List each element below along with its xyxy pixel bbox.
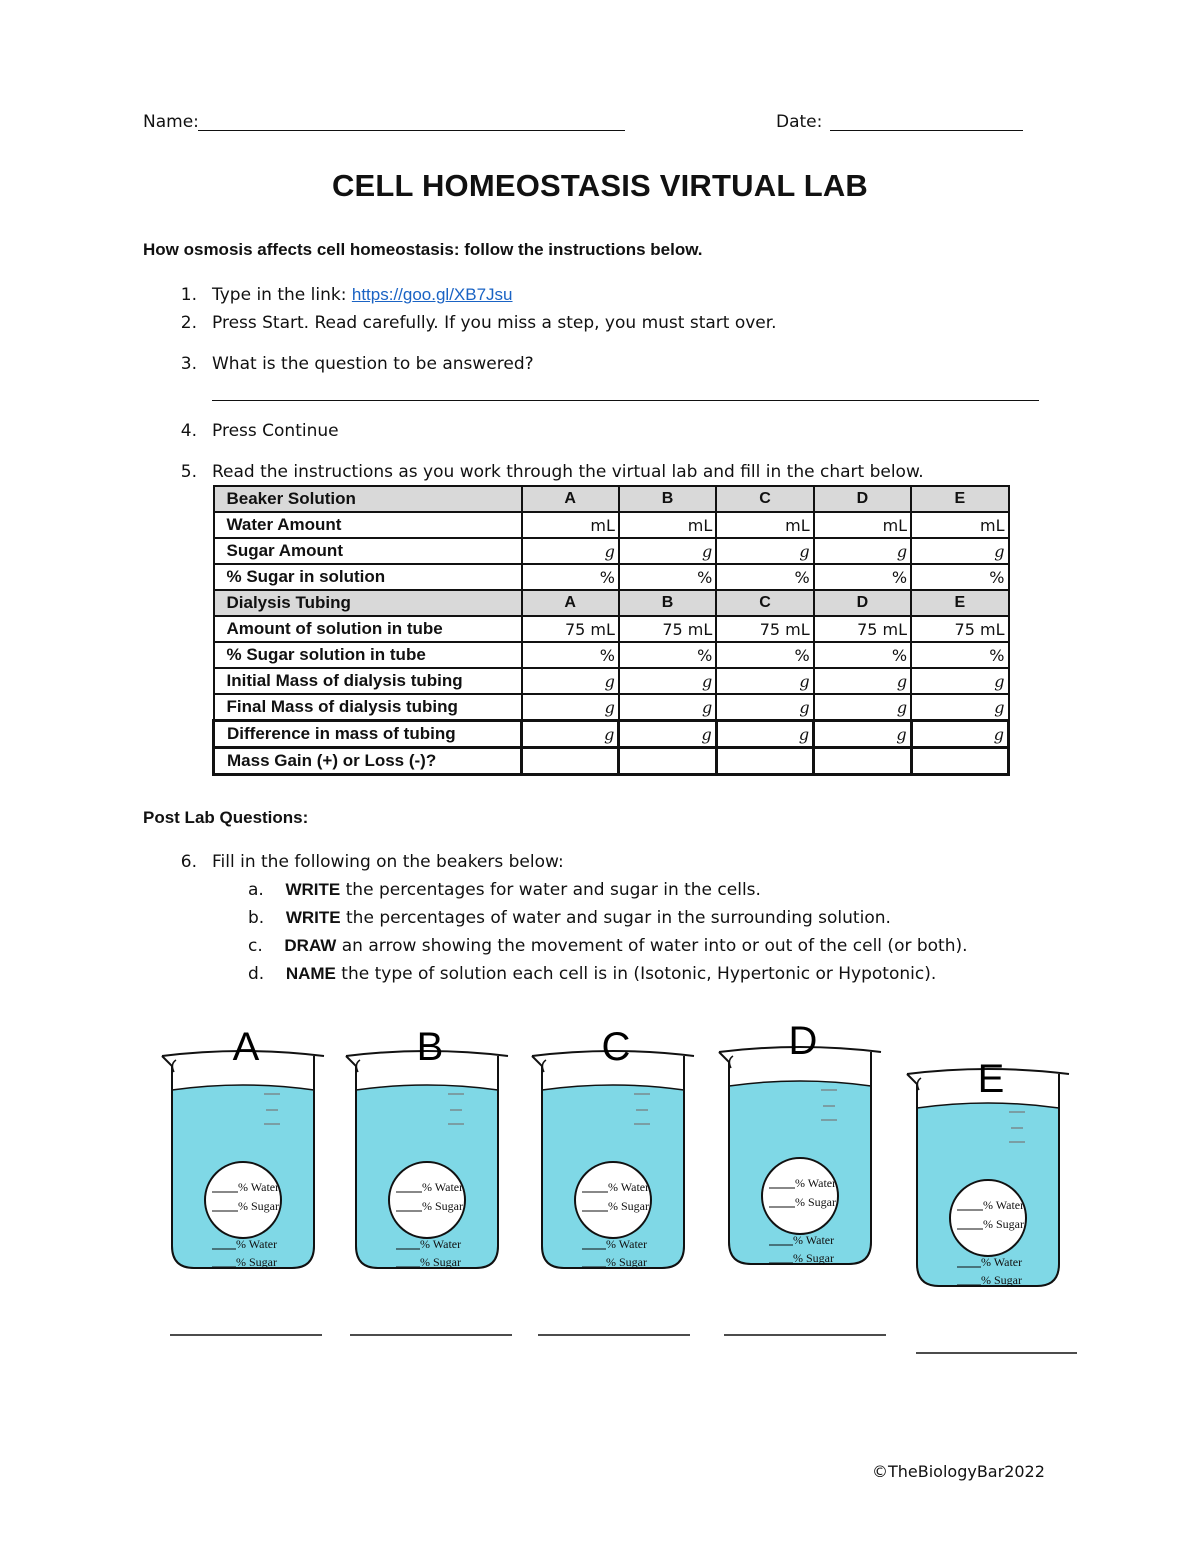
column-header: A [522, 590, 619, 616]
table-cell: 75 mL [716, 616, 813, 642]
step-text: What is the question to be answered? [212, 354, 534, 374]
row-label: Water Amount [214, 512, 522, 538]
table-cell[interactable]: mL [619, 512, 716, 538]
table-cell[interactable]: % [716, 564, 813, 590]
cell-percent-label: % Sugar [608, 1199, 649, 1213]
solution-percent-label: % Water [793, 1233, 835, 1247]
table-header-label: Beaker Solution [214, 486, 522, 512]
name-field[interactable] [143, 112, 199, 132]
table-cell[interactable]: mL [911, 512, 1008, 538]
date-field[interactable] [776, 112, 822, 132]
column-header: A [522, 486, 619, 512]
beaker-letter: A [232, 1025, 260, 1069]
solution-percent-label: % Water [420, 1237, 462, 1251]
row-label: % Sugar in solution [214, 564, 522, 590]
beaker-header-row [214, 486, 1009, 512]
beaker-letter: D [788, 1019, 818, 1063]
table-cell: 75 mL [814, 616, 911, 642]
table-cell[interactable]: mL [814, 512, 911, 538]
column-header: D [814, 590, 911, 616]
pct-sugar-row [214, 564, 1009, 590]
table-cell[interactable] [716, 748, 813, 775]
table-cell[interactable]: g [716, 538, 813, 564]
solution-percent-label: % Sugar [981, 1273, 1022, 1287]
row-label: Final Mass of dialysis tubing [214, 694, 522, 721]
cell-percent-label: % Water [795, 1176, 837, 1190]
beaker-letter: B [416, 1025, 444, 1069]
initial-mass-row [214, 668, 1009, 694]
cell-percent-label: % Water [983, 1198, 1025, 1212]
cell-percent-label: % Water [422, 1180, 464, 1194]
table-cell[interactable]: g [619, 668, 716, 694]
table-cell[interactable]: % [522, 642, 619, 668]
step-5 [0, 462, 1200, 482]
step-number: 5. [180, 462, 197, 482]
sub-item-b: b. WRITE the percentages of water and sugar in the surrounding solution. [248, 908, 891, 928]
beaker-e [907, 1057, 1069, 1287]
column-header: C [716, 590, 813, 616]
cell-percent-label: % Water [238, 1180, 280, 1194]
question-number: 6. [180, 852, 197, 872]
table-cell[interactable] [814, 748, 911, 775]
copyright: ©TheBiologyBar2022 [872, 1462, 1045, 1481]
table-cell[interactable]: g [814, 694, 911, 721]
question-answer-line[interactable] [212, 400, 1039, 401]
table-cell[interactable]: g [814, 668, 911, 694]
table-cell[interactable]: g [619, 721, 716, 748]
beakers-diagram [0, 1010, 1200, 1370]
step-text: Press Continue [212, 421, 339, 441]
beaker-letter: C [601, 1025, 631, 1069]
row-label: Sugar Amount [214, 538, 522, 564]
sub-item-c: c. DRAW an arrow showing the movement of water into or out of the cell (or both). [248, 936, 968, 956]
step-1 [0, 285, 1200, 305]
step-4 [0, 421, 1200, 441]
table-cell[interactable]: mL [522, 512, 619, 538]
table-cell[interactable]: % [619, 564, 716, 590]
table-cell[interactable]: % [619, 642, 716, 668]
sub-item-d: d. NAME the type of solution each cell is in (Isotonic, Hypertonic or Hypotonic). [248, 964, 937, 984]
table-cell[interactable]: g [911, 694, 1008, 721]
step-text: Read the instructions as you work through the virtual lab and fill in the chart below. [212, 462, 924, 482]
post-lab-heading: Post Lab Questions: [143, 808, 309, 827]
cell-percent-label: % Sugar [422, 1199, 463, 1213]
table-cell[interactable]: g [522, 668, 619, 694]
row-label: Initial Mass of dialysis tubing [214, 668, 522, 694]
table-cell[interactable]: g [716, 694, 813, 721]
amount-in-tube-row [214, 616, 1009, 642]
table-cell[interactable]: % [716, 642, 813, 668]
table-cell[interactable]: g [911, 538, 1008, 564]
lab-data-table [212, 485, 1010, 776]
sub-item-a: a. WRITE the percentages for water and sugar in the cells. [248, 880, 761, 900]
table-cell[interactable]: g [814, 721, 911, 748]
table-cell[interactable] [522, 748, 619, 775]
sugar-amount-row [214, 538, 1009, 564]
solution-percent-label: % Sugar [793, 1251, 834, 1265]
step-text: Type in the link: [212, 285, 352, 305]
column-header: E [911, 486, 1008, 512]
table-cell[interactable]: g [522, 694, 619, 721]
beaker-a [162, 1025, 324, 1269]
beaker-c [532, 1025, 694, 1269]
solution-percent-label: % Sugar [420, 1255, 461, 1269]
table-cell[interactable]: % [814, 642, 911, 668]
table-cell[interactable]: % [814, 564, 911, 590]
table-cell[interactable]: g [911, 668, 1008, 694]
beaker-glass [532, 1051, 694, 1268]
beaker-b [346, 1025, 508, 1269]
table-cell[interactable]: g [619, 538, 716, 564]
table-cell[interactable]: % [911, 642, 1008, 668]
step-number: 4. [180, 421, 197, 441]
step-number: 3. [180, 354, 197, 374]
column-header: B [619, 486, 716, 512]
pct-tube-row [214, 642, 1009, 668]
table-cell[interactable] [619, 748, 716, 775]
step-2 [0, 313, 1200, 333]
solution-percent-label: % Water [606, 1237, 648, 1251]
table-header-label: Dialysis Tubing [214, 590, 522, 616]
instructions-heading: How osmosis affects cell homeostasis: follow the instructions below. [143, 240, 703, 259]
step-3 [0, 354, 1200, 374]
column-header: D [814, 486, 911, 512]
table-cell[interactable]: % [911, 564, 1008, 590]
beaker-glass [162, 1051, 324, 1268]
cell-percent-label: % Sugar [795, 1195, 836, 1209]
table-cell[interactable]: g [522, 721, 619, 748]
tubing-header-row [214, 590, 1009, 616]
column-header: E [911, 590, 1008, 616]
table-cell[interactable]: g [716, 721, 813, 748]
final-mass-row [214, 694, 1009, 721]
cell-percent-label: % Water [608, 1180, 650, 1194]
column-header: C [716, 486, 813, 512]
gain-loss-row [214, 748, 1009, 775]
step-number: 2. [180, 313, 197, 333]
cell-percent-label: % Sugar [238, 1199, 279, 1213]
date-line[interactable] [830, 130, 1023, 131]
cell-percent-label: % Sugar [983, 1217, 1024, 1231]
row-label: Difference in mass of tubing [214, 721, 522, 748]
row-label: Amount of solution in tube [214, 616, 522, 642]
beaker-glass [907, 1069, 1069, 1286]
table-cell[interactable]: g [814, 538, 911, 564]
solution-percent-label: % Sugar [606, 1255, 647, 1269]
date-label: Date: [776, 112, 823, 132]
table-cell[interactable]: % [522, 564, 619, 590]
question-6 [0, 852, 1200, 872]
water-amount-row [214, 512, 1009, 538]
table-cell[interactable]: g [619, 694, 716, 721]
beaker-glass [346, 1051, 508, 1268]
table-cell: 75 mL [619, 616, 716, 642]
name-label: Name: [143, 112, 199, 132]
table-cell[interactable] [911, 748, 1008, 775]
table-cell: 75 mL [522, 616, 619, 642]
name-line[interactable] [198, 130, 625, 131]
solution-percent-label: % Sugar [236, 1255, 277, 1269]
beaker-letter: E [977, 1057, 1005, 1101]
column-header: B [619, 590, 716, 616]
table-cell[interactable]: g [911, 721, 1008, 748]
solution-percent-label: % Water [236, 1237, 278, 1251]
row-label: Mass Gain (+) or Loss (-)? [214, 748, 522, 775]
step-text: Press Start. Read carefully. If you miss a step, you must start over. [212, 313, 777, 333]
table-cell[interactable]: g [716, 668, 813, 694]
beaker-glass [719, 1047, 881, 1264]
table-cell: 75 mL [911, 616, 1008, 642]
table-cell[interactable]: g [522, 538, 619, 564]
page-title: CELL HOMEOSTASIS VIRTUAL LAB [331, 168, 869, 203]
row-label: % Sugar solution in tube [214, 642, 522, 668]
step-number: 1. [180, 285, 197, 305]
difference-row [214, 721, 1009, 748]
table-cell[interactable]: mL [716, 512, 813, 538]
question-text: Fill in the following on the beakers below: [212, 852, 564, 872]
beaker-d [719, 1019, 881, 1265]
solution-percent-label: % Water [981, 1255, 1023, 1269]
lab-link[interactable]: https://goo.gl/XB7Jsu [351, 285, 513, 304]
